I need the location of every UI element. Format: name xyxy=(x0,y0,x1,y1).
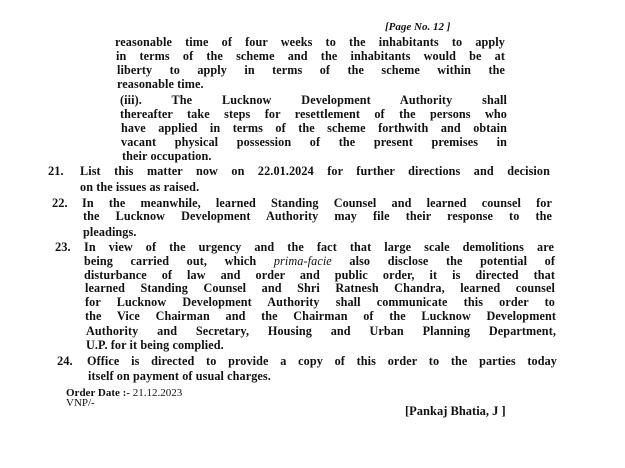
sub-para-ii-line: in terms of the scheme and the inhabitants would be at xyxy=(116,49,505,63)
para-23-line: learned Standing Counsel and Shri Ratnesh Chandra, learned counsel xyxy=(85,281,555,295)
para-21-number: 21. xyxy=(48,164,64,178)
para-22-number: 22. xyxy=(52,196,68,210)
page-number: [Page No. 12 ] xyxy=(385,21,451,33)
sub-para-iii-line: have applied in terms of the scheme forthwith and obtain xyxy=(121,121,507,135)
sub-para-iii-line: (iii). The Lucknow Development Authority shall xyxy=(120,93,507,107)
para-23-text: being carried out, which xyxy=(84,254,257,268)
para-22-line: the Lucknow Development Authority may file their response to the xyxy=(83,209,552,223)
para-21-line: on the issues as raised. xyxy=(80,180,200,194)
para-23-line: disturbance of law and order and public order, it is directed that xyxy=(84,268,555,282)
sub-para-iii-line: their occupation. xyxy=(122,149,212,163)
para-23-line: for Lucknow Development Authority shall communicate this order to xyxy=(85,295,555,309)
para-24-number: 24. xyxy=(57,354,73,368)
para-23-line: U.P. for it being complied. xyxy=(86,338,224,352)
judge-signature: [Pankaj Bhatia, J ] xyxy=(405,404,506,418)
para-22-line: In the meanwhile, learned Standing Counsel and learned counsel for xyxy=(82,196,552,210)
para-23-line: Authority and Secretary, Housing and Urban Planning Department, xyxy=(86,324,556,338)
para-23-line: the Vice Chairman and the Chairman of the Lucknow Development xyxy=(85,309,556,323)
para-23-number: 23. xyxy=(55,240,71,254)
para-23-line: In view of the urgency and the fact that large scale demolitions are xyxy=(84,240,554,254)
order-date-label: Order Date :- xyxy=(66,387,130,399)
initials: VNP/- xyxy=(66,397,95,409)
sub-para-iii-line: thereafter take steps for resettlement of the persons who xyxy=(120,107,507,121)
para-22-line: pleadings. xyxy=(83,225,137,239)
sub-para-ii-line: liberty to apply in terms of the scheme within the xyxy=(117,63,505,77)
sub-para-iii-line: vacant physical possession of the present premises in xyxy=(121,135,507,149)
para-23-italic-term: prima-facie xyxy=(273,254,332,268)
para-24-line: Office is directed to provide a copy of this order to the parties today xyxy=(87,354,557,368)
sub-para-ii-line: reasonable time of four weeks to the inhabitants to apply xyxy=(115,35,505,49)
para-23-line xyxy=(84,254,555,268)
order-date-value: 21.12.2023 xyxy=(132,387,183,399)
sub-para-ii-line: reasonable time. xyxy=(117,77,204,91)
para-23-text: also disclose the potential of xyxy=(349,254,555,268)
para-21-line: List this matter now on 22.01.2024 for further directions and decision xyxy=(80,164,550,178)
para-24-line: itself on payment of usual charges. xyxy=(88,369,271,383)
